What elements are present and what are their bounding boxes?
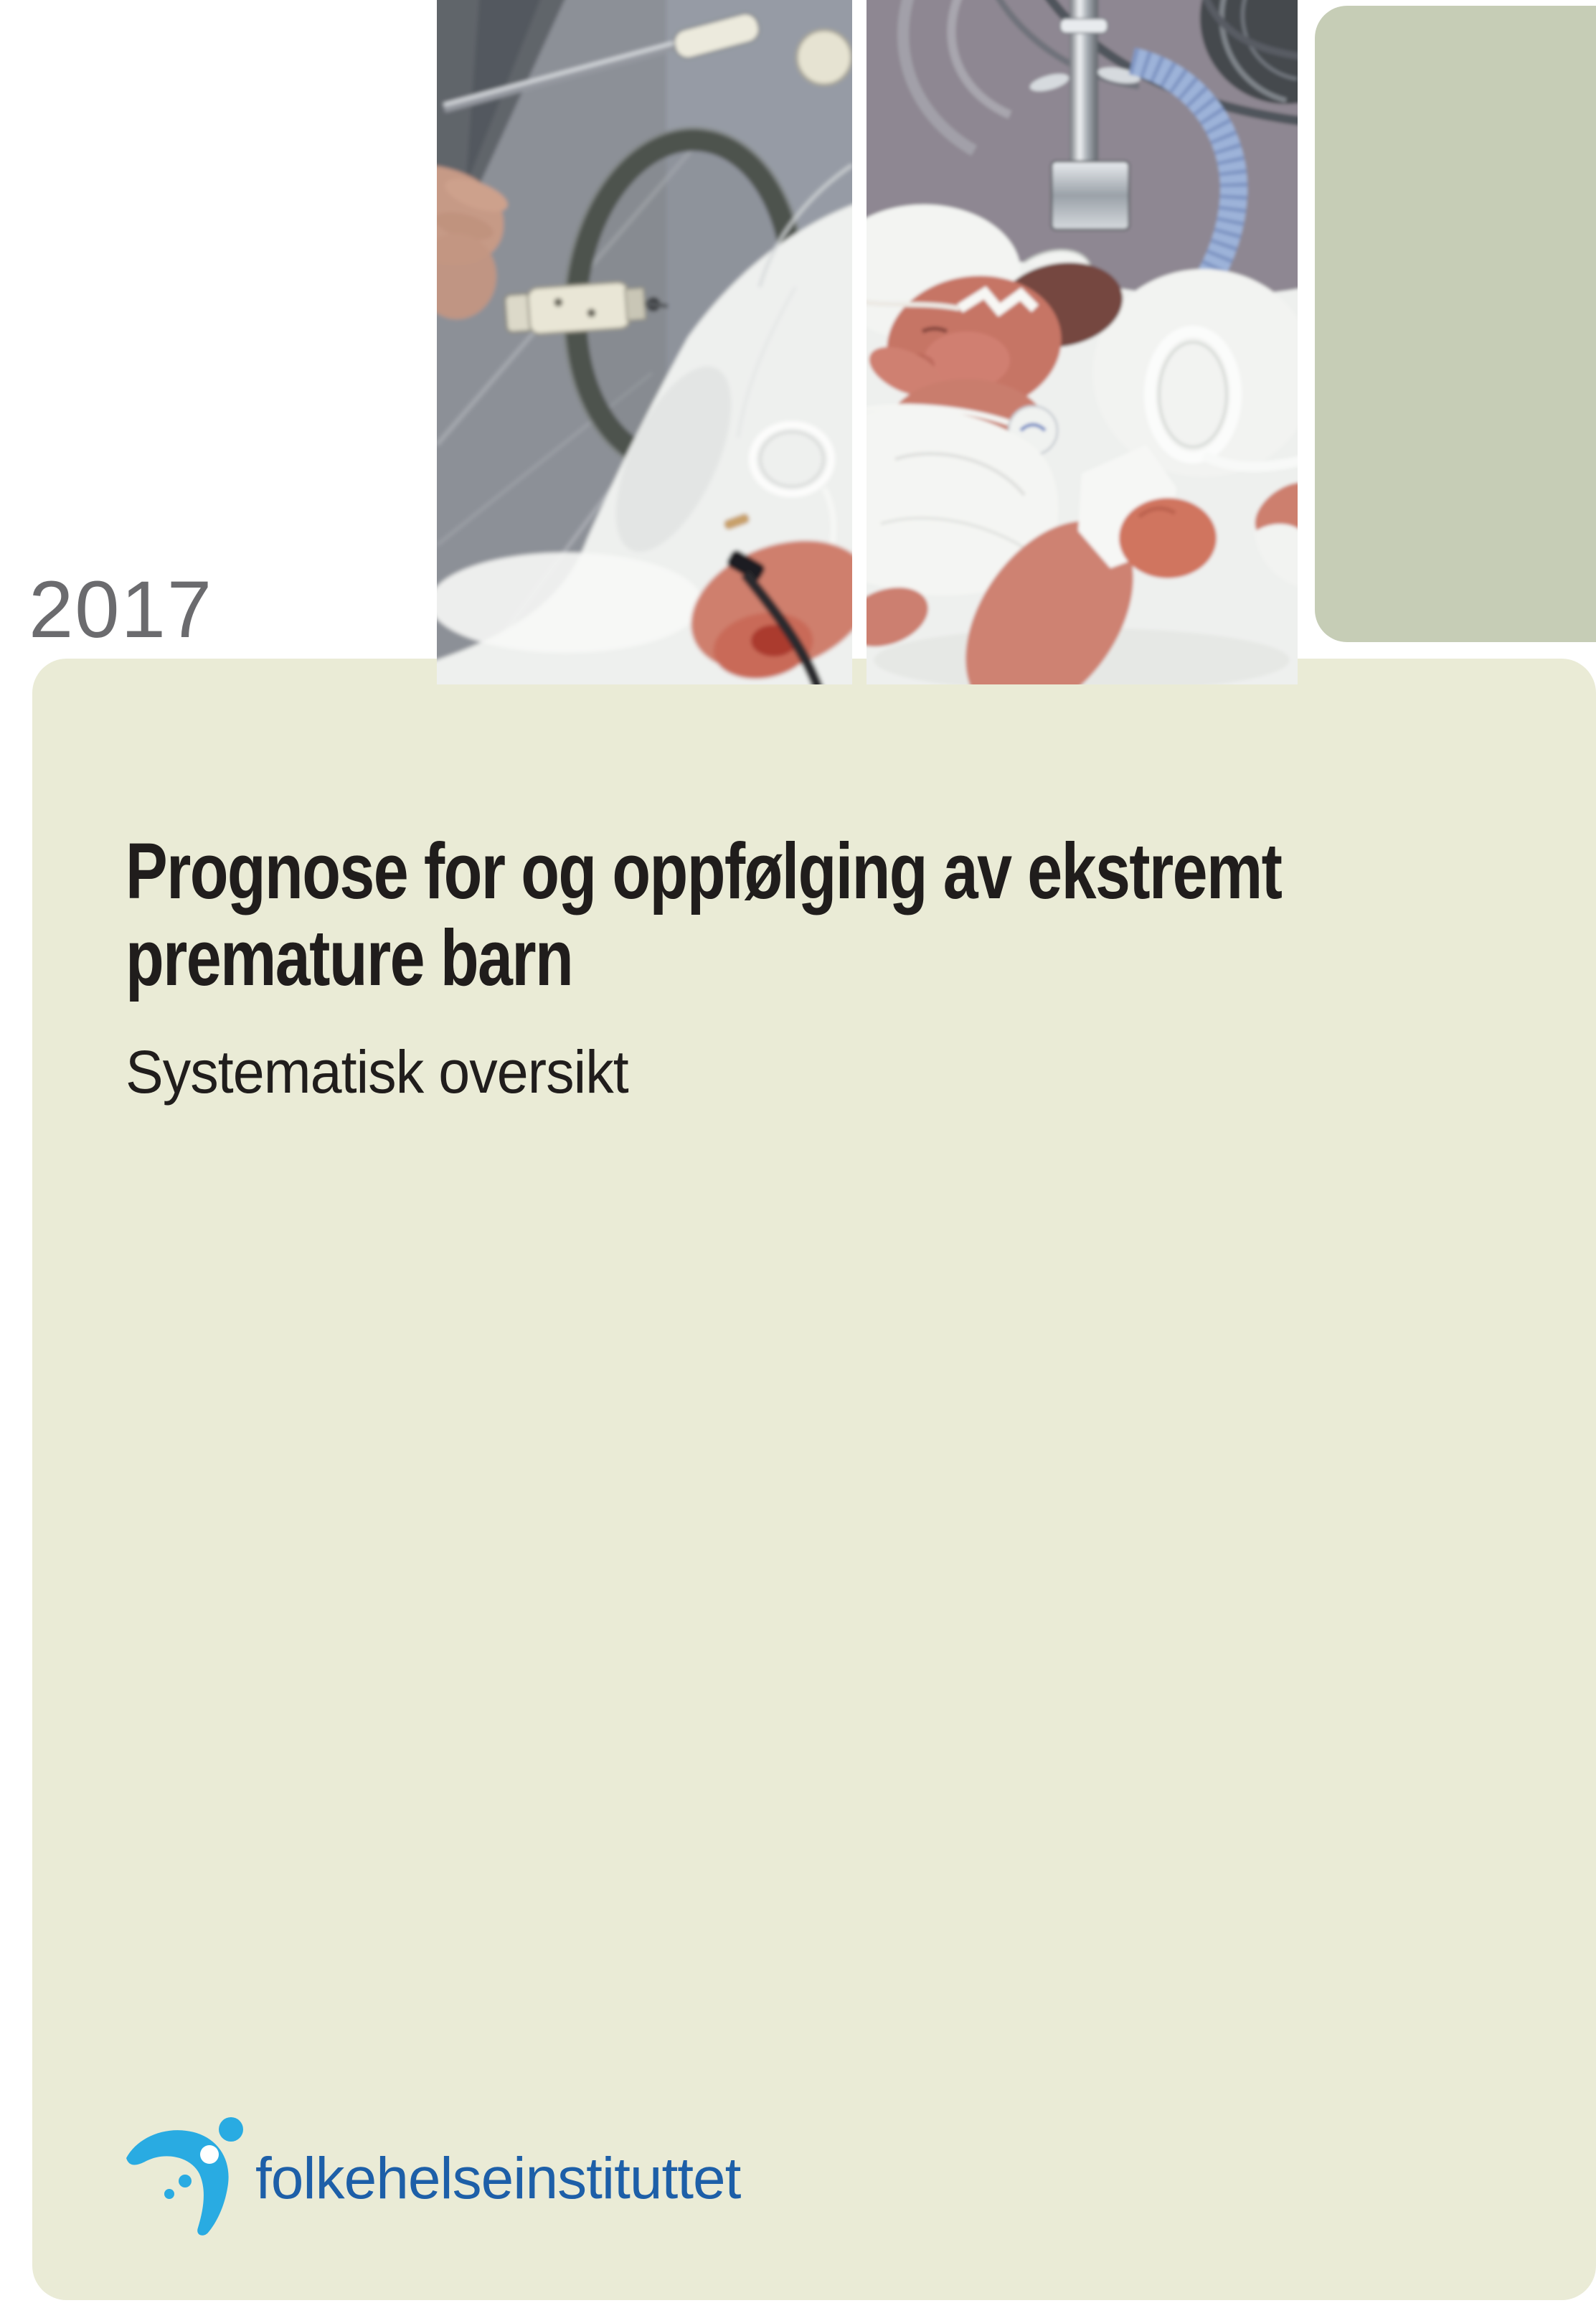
publisher-logo [122,2114,839,2250]
folkehelseinstituttet-figure-icon [122,2114,251,2243]
report-year: 2017 [29,565,214,654]
report-title-line1: Prognose for og oppfølging av ekstremt [126,827,1282,915]
cover-photo-right [867,0,1298,684]
report-subtitle: Systematisk oversikt [126,1038,628,1106]
report-title [126,828,1281,1002]
cover-photo-left [437,0,852,684]
publisher-logo-text: folkehelseinstituttet [255,2146,741,2211]
cream-content-panel [32,659,1596,2300]
report-title-line2: premature barn [126,914,573,1002]
incubator-porthole-photo-graphic [437,0,852,684]
infant-ventilator-photo-graphic [867,0,1298,684]
sage-accent-block [1315,6,1596,642]
